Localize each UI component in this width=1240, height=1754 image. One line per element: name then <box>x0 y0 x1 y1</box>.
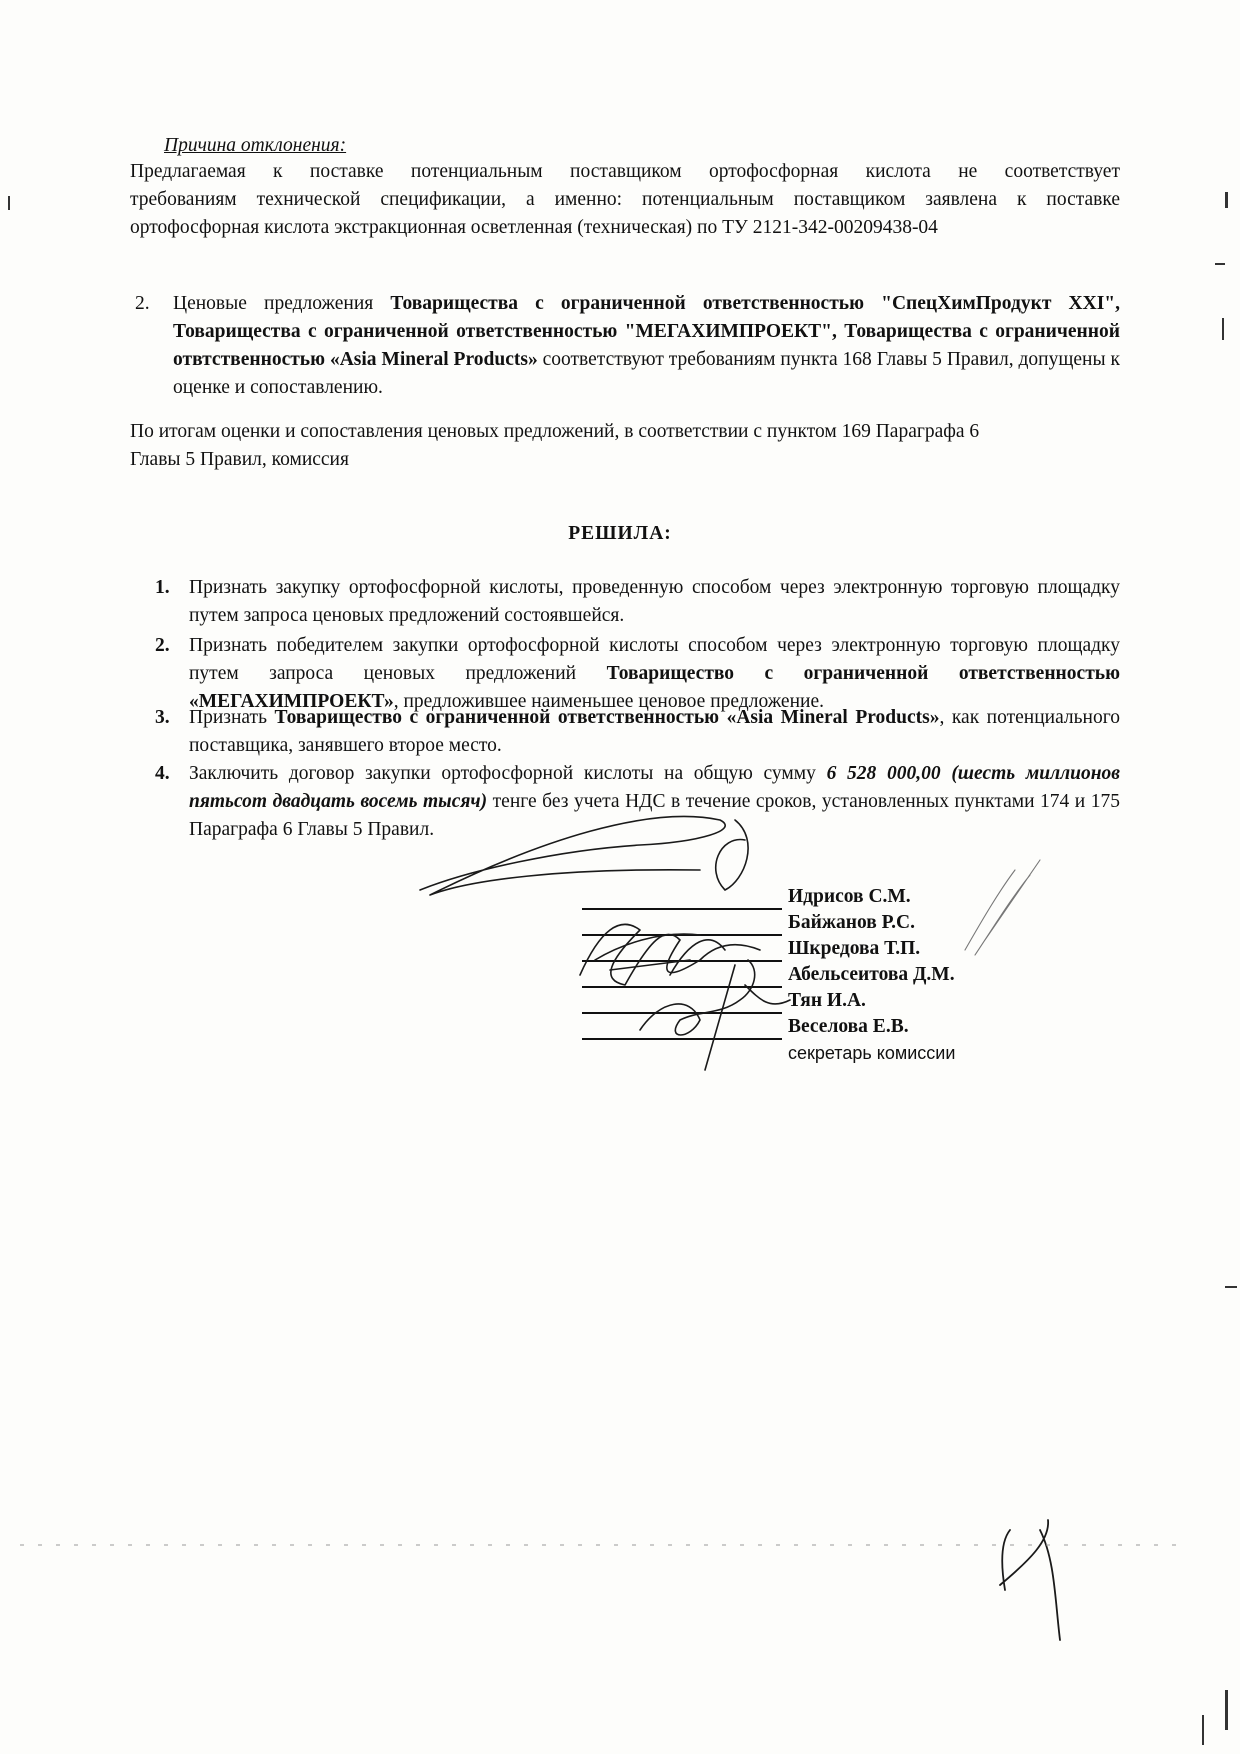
signature-stroke <box>705 965 790 1070</box>
secretary-role: секретарь комиссии <box>788 1043 956 1063</box>
item2-text-2: соответствуют требованиям пункта 168 Главы 5 Правил, допущены к оценке и сопоставлению. <box>173 349 1120 398</box>
decision-winner: Товарищество с ограниченной ответственностью «МЕГАХИМПРОЕКТ» <box>189 663 1120 712</box>
scan-mark <box>1225 1286 1237 1288</box>
initials-stroke <box>1000 1520 1060 1640</box>
decision-text-1: Признать <box>189 707 275 728</box>
scan-mark <box>8 196 10 210</box>
scan-mark <box>1225 192 1228 208</box>
results-line: Главы 5 Правил, комиссия <box>130 449 349 470</box>
signatory-name: Абельсеитова Д.М. <box>788 964 955 985</box>
decision-number: 2. <box>155 635 170 656</box>
signature-stroke <box>640 960 755 1035</box>
signature-stroke <box>580 924 760 985</box>
decision-number: 3. <box>155 707 170 728</box>
decision-text-1: Признать победителем закупки ортофосфорной кислоты способом через электронную торговую площадку путем запроса ценовых предложений <box>189 635 1120 684</box>
signatory-name: Идрисов С.М. <box>788 886 911 907</box>
decision-text-1: Признать закупку ортофосфорной кислоты, проведенную способом через электронную торговую площадку путем запроса ценовых предложений состоявшейся. <box>189 577 1120 626</box>
decision-number: 1. <box>155 577 170 598</box>
signature-stroke <box>420 817 725 895</box>
scan-mark <box>1222 318 1224 340</box>
decision-number: 4. <box>155 763 170 784</box>
decision-text-2: тенге без учета НДС в течение сроков, установленных пунктами 174 и 175 Параграфа 6 Главы 5 Правил. <box>189 791 1120 840</box>
scan-mark <box>1202 1715 1204 1745</box>
decision-text-2: , как потенциального поставщика, занявшего второе место. <box>189 707 1120 756</box>
reason-title: Причина отклонения: <box>164 135 347 156</box>
decided-heading: РЕШИЛА: <box>568 523 672 544</box>
list-item-number: 2. <box>135 293 150 314</box>
scan-mark <box>1225 1690 1228 1730</box>
decision-text-2: , предложившее наименьшее ценовое предложение. <box>393 691 824 712</box>
signatory-name: Веселова Е.В. <box>788 1016 909 1037</box>
decision-text-1: Заключить договор закупки ортофосфорной кислоты на общую сумму <box>189 763 827 784</box>
decision-second-place: Товарищество с ограниченной ответственностью «Asia Mineral Products» <box>274 707 940 728</box>
contract-amount: 6 528 000,00 (шесть миллионов пятьсот двадцать восемь тысяч) <box>189 763 1120 812</box>
reason-line: Предлагаемая к поставке потенциальным поставщиком ортофосфорная кислота не соответствует <box>130 161 1120 182</box>
reason-line: требованиям технической спецификации, а именно: потенциальным поставщиком заявлена к поставке <box>130 189 1120 210</box>
signature-stroke <box>965 860 1040 955</box>
reason-line: ортофосфорная кислота экстракционная осветленная (техническая) по ТУ 2121-342-00209438-04 <box>130 217 938 238</box>
results-line: По итогам оценки и сопоставления ценовых предложений, в соответствии с пунктом 169 Параграфа 6 <box>130 421 980 442</box>
scan-mark <box>1215 263 1225 265</box>
signatory-name: Шкредова Т.П. <box>788 938 921 959</box>
signatory-name: Байжанов Р.С. <box>788 912 915 933</box>
signatory-name: Тян И.А. <box>788 990 866 1011</box>
item2-companies: Товарищества с ограниченной ответственностью "СпецХимПродукт XXI", Товарищества с ограниченной ответственностью "МЕГАХИМПРОЕКТ", Товарищества с ограниченной отвтственностью «Asia Mineral Products» <box>173 293 1120 370</box>
item2-text-1: Ценовые предложения <box>173 293 391 314</box>
